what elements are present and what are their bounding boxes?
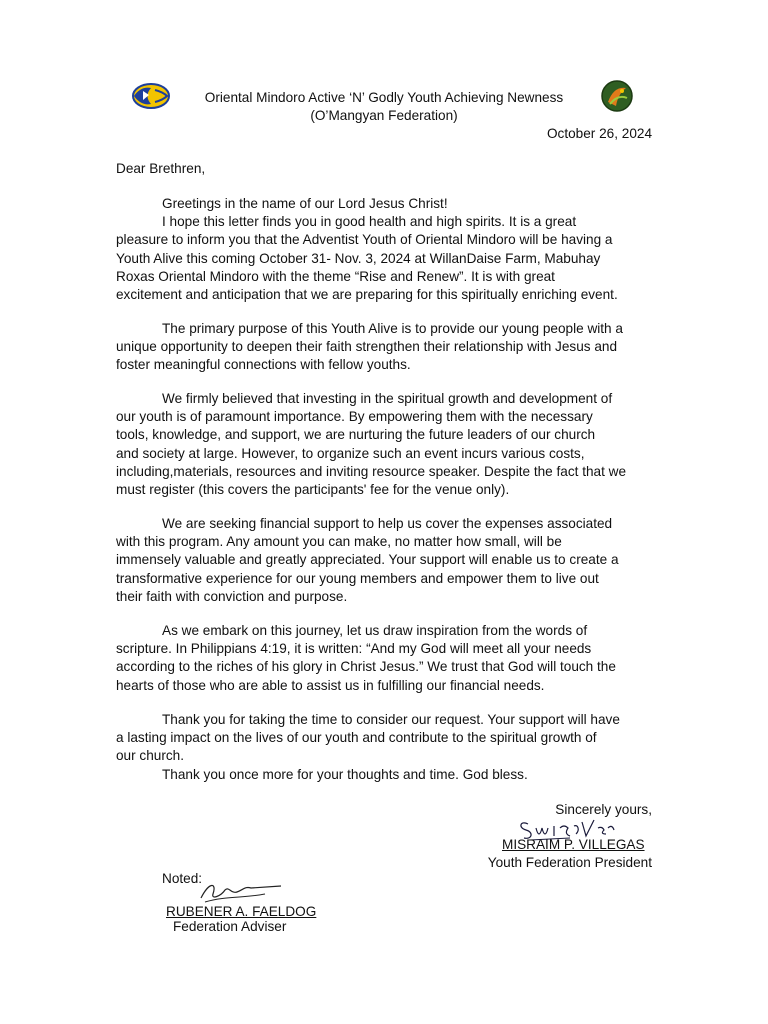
- paragraph-line: scripture. In Philippians 4:19, it is written: “And my God will meet all your needs: [116, 641, 592, 657]
- letter-date: October 26, 2024: [546, 126, 652, 141]
- paragraph-line: I hope this letter finds you in good health and high spirits. It is a great: [162, 214, 577, 230]
- paragraph-scripture: [116, 622, 652, 695]
- closing-phrase: Sincerely yours,: [555, 802, 652, 817]
- adviser-name: RUBENER A. FAELDOG: [166, 904, 317, 919]
- paragraph-line: unique opportunity to deepen their faith strengthen their relationship with Jesus and: [116, 339, 618, 355]
- paragraph-line: including,materials, resources and inviting resource speaker. Despite the fact that we: [116, 463, 627, 479]
- paragraph-purpose: [116, 320, 652, 375]
- noted-label: Noted:: [162, 871, 203, 886]
- paragraph-line: foster meaningful connections with fellow youths.: [116, 357, 411, 373]
- paragraph-line: transformative experience for our young members and empower them to live out: [116, 570, 599, 586]
- paragraph-line: immensely valuable and greatly appreciated. Your support will enable us to create a: [116, 552, 619, 568]
- salutation: Dear Brethren,: [116, 161, 206, 176]
- paragraph-line: excitement and anticipation that we are preparing for this spiritually enriching event.: [116, 287, 618, 303]
- paragraph-line: Youth Alive this coming October 31- Nov. 3, 2024 at WillanDaise Farm, Mabuhay: [116, 250, 601, 266]
- paragraph-line: our church.: [116, 748, 185, 764]
- paragraph-line: Thank you for taking the time to consider our request. Your support will have: [162, 712, 620, 727]
- paragraph-greeting: [116, 195, 652, 304]
- organization-name: Oriental Mindoro Active ‘N’ Godly Youth Achieving Newness: [204, 90, 564, 105]
- paragraph-line: Greetings in the name of our Lord Jesus Christ!: [162, 196, 448, 211]
- signer-title: Youth Federation President: [487, 855, 652, 870]
- paragraph-line: and society at large. However, to organize such an event incurs various costs,: [116, 445, 585, 461]
- paragraph-line: our youth is of paramount importance. By empowering them with the necessary: [116, 409, 593, 425]
- paragraph-support-request: [116, 515, 652, 606]
- adviser-signature: [195, 876, 285, 906]
- paragraph-investment: [116, 390, 652, 499]
- paragraph-line: We are seeking financial support to help us cover the expenses associated: [162, 516, 613, 531]
- paragraph-line: their faith with conviction and purpose.: [116, 588, 348, 604]
- paragraph-line: tools, knowledge, and support, we are nurturing the future leaders of our church: [116, 427, 596, 443]
- paragraph-line: The primary purpose of this Youth Alive is to provide our young people with a: [162, 321, 623, 336]
- paragraph-line: hearts of those who are able to assist us in fulfilling our financial needs.: [116, 677, 545, 693]
- paragraph-line: a lasting impact on the lives of our youth and contribute to the spiritual growth of: [116, 730, 597, 746]
- paragraph-line: We firmly believed that investing in the spiritual growth and development of: [162, 391, 613, 406]
- paragraph-thanks: [116, 711, 652, 784]
- organization-subtitle: (O’Mangyan Federation): [310, 108, 458, 123]
- paragraph-line: Roxas Oriental Mindoro with the theme “Rise and Renew”. It is with great: [116, 268, 555, 284]
- adviser-title: Federation Adviser: [173, 919, 287, 934]
- signer-name: MISRAIM P. VILLEGAS: [502, 837, 645, 852]
- paragraph-line: must register (this covers the participants' fee for the venue only).: [116, 482, 510, 498]
- paragraph-line: Thank you once more for your thoughts and time. God bless.: [162, 766, 528, 782]
- paragraph-line: As we embark on this journey, let us draw inspiration from the words of: [162, 623, 588, 638]
- paragraph-line: with this program. Any amount you can make, no matter how small, will be: [116, 534, 562, 550]
- paragraph-line: according to the riches of his glory in Christ Jesus.” We trust that God will touch the: [116, 659, 616, 675]
- paragraph-line: pleasure to inform you that the Adventist Youth of Oriental Mindoro will be having a: [116, 232, 613, 248]
